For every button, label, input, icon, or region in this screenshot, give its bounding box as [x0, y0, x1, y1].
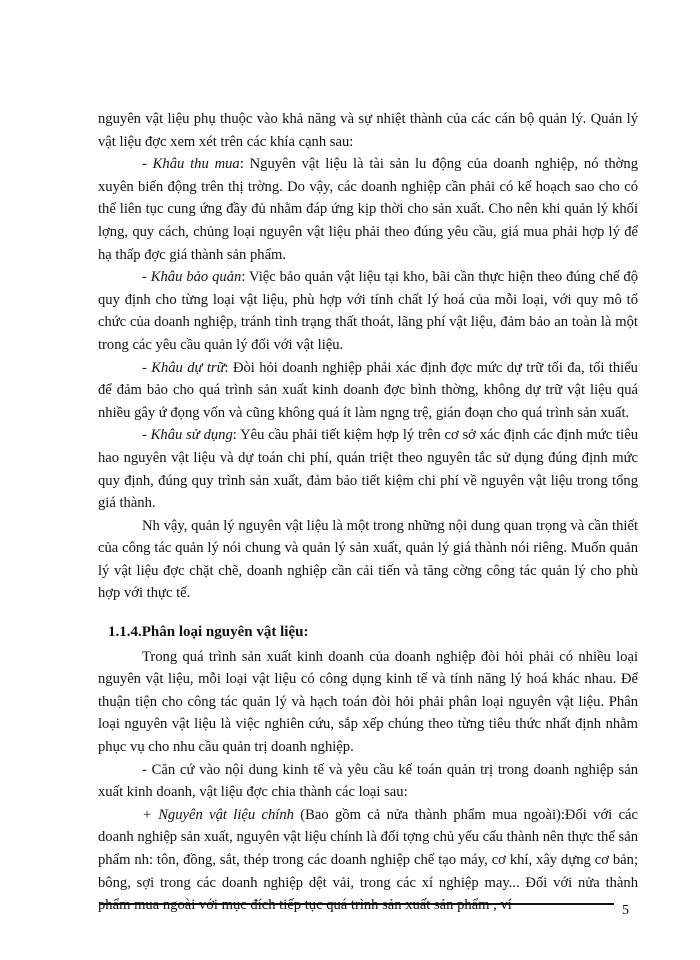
paragraph: - Căn cứ vào nội dung kinh tế và yêu cầu kế toán quản trị trong doanh nghiệp sản xuất kinh doanh, vật liệu đợc chia thành các loại sau: [98, 761, 638, 801]
paragraph: - Khâu bảo quản: Việc bảo quản vật liệu tại kho, bãi cần thực hiện theo đúng chế độ quy định cho từng loại vật liệu, phù hợp với tính chất lý hoá của mỗi loại, với quy mô tổ chức của doanh nghiệp, tránh tình trạng thất thoát, lãng phí vật liệu, đảm bảo an toàn là một trong các yêu cầu quản lý đối với vật liệu. [98, 269, 638, 353]
paragraph-lead: + Nguyên vật liệu chính [142, 806, 294, 823]
paragraph: - Khâu dự trữ: Đòi hỏi doanh nghiệp phải xác định đợc mức dự trữ tối đa, tối thiểu để đảm bảo cho quá trình sản xuất kinh doanh đợc bình thờng, không dự trữ vật liệu quá nhiều gây ứ đọng vốn và cũng không quá ít làm ngng trệ, gián đoạn cho quá trình sản xuất. [98, 359, 638, 421]
paragraph: Trong quá trình sản xuất kinh doanh của doanh nghiệp đòi hỏi phải có nhiều loại nguyên vật liệu, mỗi loại vật liệu có công dụng kinh tế và tính năng lý hoá khác nhau. Để thuận tiện cho công tác quản lý và hạch toán đòi hỏi phải phân loại nguyên vật liệu. Phân loại nguyên vật liệu là việc nghiên cứu, sắp xếp chúng theo từng tiêu thức nhất định nhằm phục vụ cho nhu cầu quản trị doanh nghiệp. [98, 648, 638, 756]
paragraph: - Khâu thu mua: Nguyên vật liệu là tài sản lu động của doanh nghiệp, nó thờng xuyên biến động trên thị trờng. Do vậy, các doanh nghiệp cần phải có kế hoạch sao cho có thể liên tục cung ứng đầy đủ nhằm đáp ứng kịp thời cho sản xuất. Cho nên khi quản lý khối lợng, quy cách, chủng loại nguyên vật liệu phải theo đúng yêu cầu, giá mua phải hợp lý để hạ thấp đợc giá thành sản phẩm. [98, 156, 638, 263]
paragraph: + Nguyên vật liệu chính (Bao gồm cả nửa thành phẩm mua ngoài):Đối với các doanh nghiệp sản xuất, nguyên vật liệu chính là đối tợng chủ yếu cấu thành nên thực thể sản phẩm nh: tôn, đồng, sắt, thép trong các doanh nghiệp chế tạo máy, cơ khí, xây dựng cơ bản; bông, sợi trong các doanh nghiệp dệt vải, trong các xí nghiệp may... Đối với nửa thành phẩm mua ngoài với mục đích tiếp tục quá trình sản xuất sản phẩm , ví [98, 806, 639, 914]
page-content [98, 108, 638, 917]
paragraph: Nh vậy, quản lý nguyên vật liệu là một trong những nội dung quan trọng và cần thiết của công tác quản lý nói chung và quản lý sản xuất, quản lý giá thành nói riêng. Muốn quản lý vật liệu đợc chặt chẽ, doanh nghiệp cần cải tiến và tăng cờng công tác quản lý cho phù hợp với thực tế. [98, 517, 638, 602]
footer-divider [100, 903, 614, 905]
paragraph: - Khâu sử dụng: Yêu cầu phải tiết kiệm hợp lý trên cơ sở xác định các định mức tiêu hao nguyên vật liệu và dự toán chi phí, quán triệt theo nguyên tắc sử dụng đúng định mức quy định, đúng quy trình sản xuất, đảm bảo tiết kiệm chi phí về nguyên vật liệu trong tổng giá thành. [98, 427, 638, 512]
paragraph-lead: - Khâu thu mua [142, 156, 240, 173]
paragraph-lead: - Khâu sử dụng [142, 427, 233, 444]
paragraph-lead: - Khâu bảo quản [142, 269, 242, 286]
page-number: 5 [622, 903, 629, 918]
paragraph-lead: - Khâu dự trữ [142, 359, 225, 376]
paragraph: nguyên vật liệu phụ thuộc vào khả năng và sự nhiệt thành của các cán bộ quản lý. Quản lý vật liệu đợc xem xét trên các khía cạnh sau: [98, 111, 638, 150]
section-heading: 1.1.4.Phân loại nguyên vật liệu: [108, 624, 309, 641]
